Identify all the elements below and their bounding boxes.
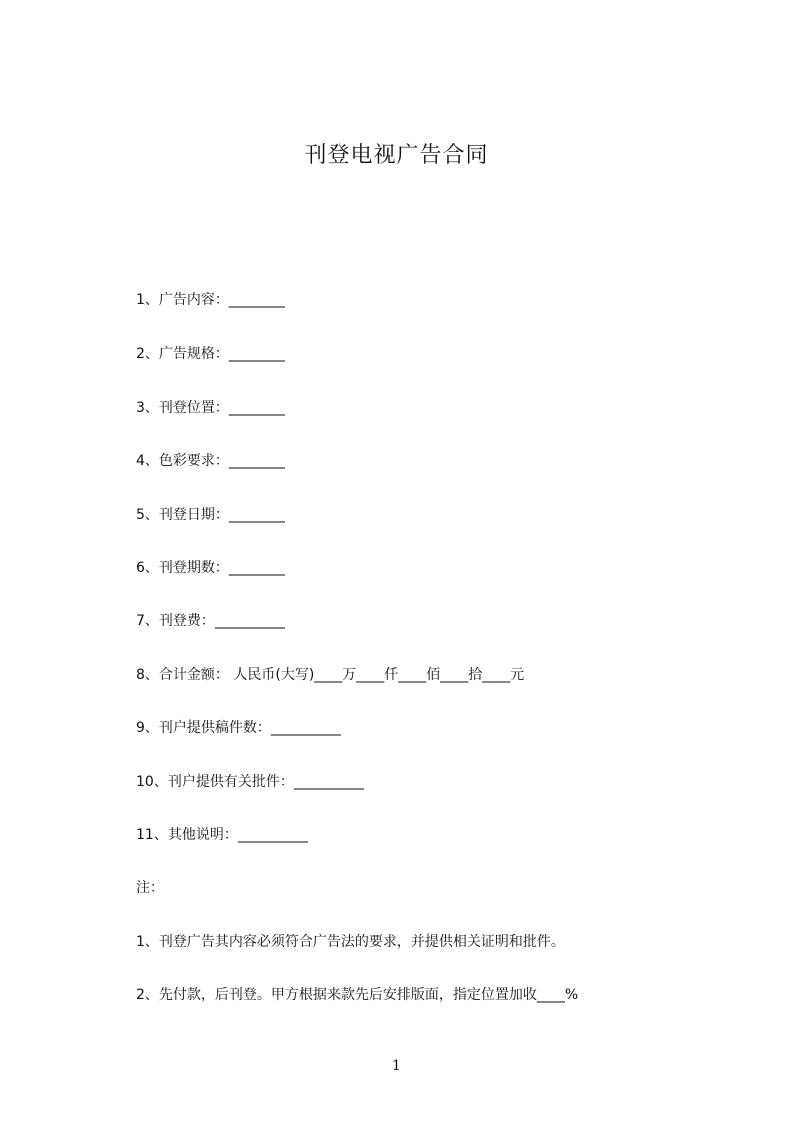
field-publish-fee: 7、刊登费：__________ xyxy=(136,613,285,629)
field-approval-documents: 10、刊户提供有关批件：__________ xyxy=(136,774,364,790)
field-ad-size: 2、广告规格：________ xyxy=(136,346,285,362)
note-item-1: 1、刊登广告其内容必须符合广告法的要求，并提供相关证明和批件。 xyxy=(136,934,565,950)
field-ad-content: 1、广告内容：________ xyxy=(136,292,285,308)
field-other-notes: 11、其他说明：__________ xyxy=(136,827,308,843)
note-item-2: 2、先付款，后刊登。甲方根据来款先后安排版面，指定位置加收____% xyxy=(136,987,579,1003)
document-title: 刊登电视广告合同 xyxy=(304,143,489,168)
notes-heading: 注： xyxy=(136,880,164,896)
page-number: 1 xyxy=(392,1058,401,1074)
field-color-requirement: 4、色彩要求：________ xyxy=(136,453,285,469)
field-placement: 3、刊登位置：________ xyxy=(136,400,285,416)
field-total-amount: 8、合计金额： 人民币(大写)____万____仟____佰____拾____元 xyxy=(136,667,525,683)
field-publish-date: 5、刊登日期：________ xyxy=(136,507,285,523)
field-publish-issues: 6、刊登期数：________ xyxy=(136,560,285,576)
field-manuscript-count: 9、刊户提供稿件数：__________ xyxy=(136,720,341,736)
